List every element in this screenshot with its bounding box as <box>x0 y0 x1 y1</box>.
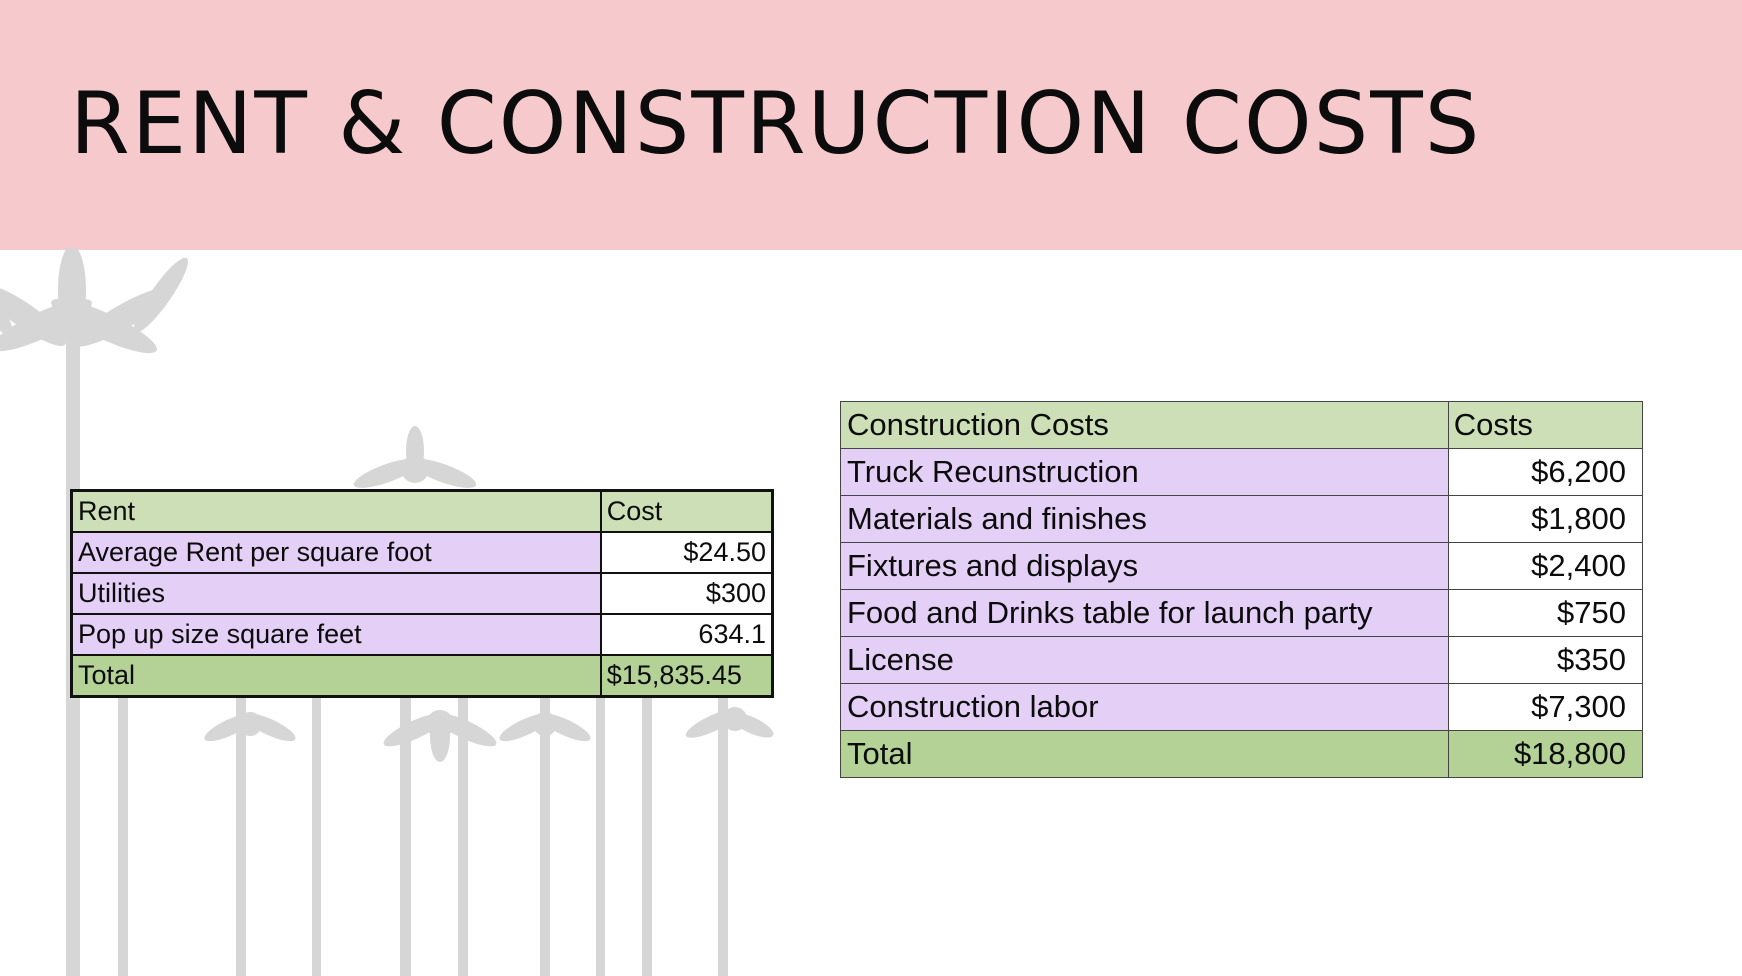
construction-total-label: Total <box>841 731 1449 778</box>
construction-row-value: $2,400 <box>1448 543 1642 590</box>
construction-header-label: Construction Costs <box>841 402 1449 449</box>
construction-row-label: Fixtures and displays <box>841 543 1449 590</box>
construction-table-header-row <box>841 402 1643 449</box>
construction-costs-table <box>840 401 1643 778</box>
table-row <box>72 532 773 573</box>
construction-total-value: $18,800 <box>1448 731 1642 778</box>
rent-header-label: Rent <box>72 491 601 533</box>
table-row <box>841 543 1643 590</box>
rent-row-label: Average Rent per square foot <box>72 532 601 573</box>
rent-total-value: $15,835.45 <box>601 655 773 697</box>
table-row <box>841 637 1643 684</box>
construction-total-row <box>841 731 1643 778</box>
rent-row-value: $300 <box>601 573 773 614</box>
construction-row-label: Construction labor <box>841 684 1449 731</box>
rent-row-value: $24.50 <box>601 532 773 573</box>
construction-row-label: Truck Recunstruction <box>841 449 1449 496</box>
construction-header-cost: Costs <box>1448 402 1642 449</box>
rent-total-row <box>72 655 773 697</box>
table-row <box>841 449 1643 496</box>
rent-row-label: Utilities <box>72 573 601 614</box>
table-row <box>72 573 773 614</box>
construction-row-value: $6,200 <box>1448 449 1642 496</box>
rent-table <box>70 489 774 698</box>
construction-row-value: $350 <box>1448 637 1642 684</box>
rent-row-value: 634.1 <box>601 614 773 655</box>
table-row <box>841 590 1643 637</box>
construction-row-label: Food and Drinks table for launch party <box>841 590 1449 637</box>
slide-title: RENT & CONSTRUCTION COSTS <box>70 74 1482 174</box>
table-row <box>72 614 773 655</box>
header-band <box>0 0 1742 250</box>
rent-total-label: Total <box>72 655 601 697</box>
construction-row-value: $7,300 <box>1448 684 1642 731</box>
rent-table-header-row <box>72 491 773 533</box>
table-row <box>841 496 1643 543</box>
construction-row-value: $750 <box>1448 590 1642 637</box>
construction-row-label: License <box>841 637 1449 684</box>
rent-row-label: Pop up size square feet <box>72 614 601 655</box>
table-row <box>841 684 1643 731</box>
construction-row-label: Materials and finishes <box>841 496 1449 543</box>
construction-row-value: $1,800 <box>1448 496 1642 543</box>
rent-header-cost: Cost <box>601 491 773 533</box>
